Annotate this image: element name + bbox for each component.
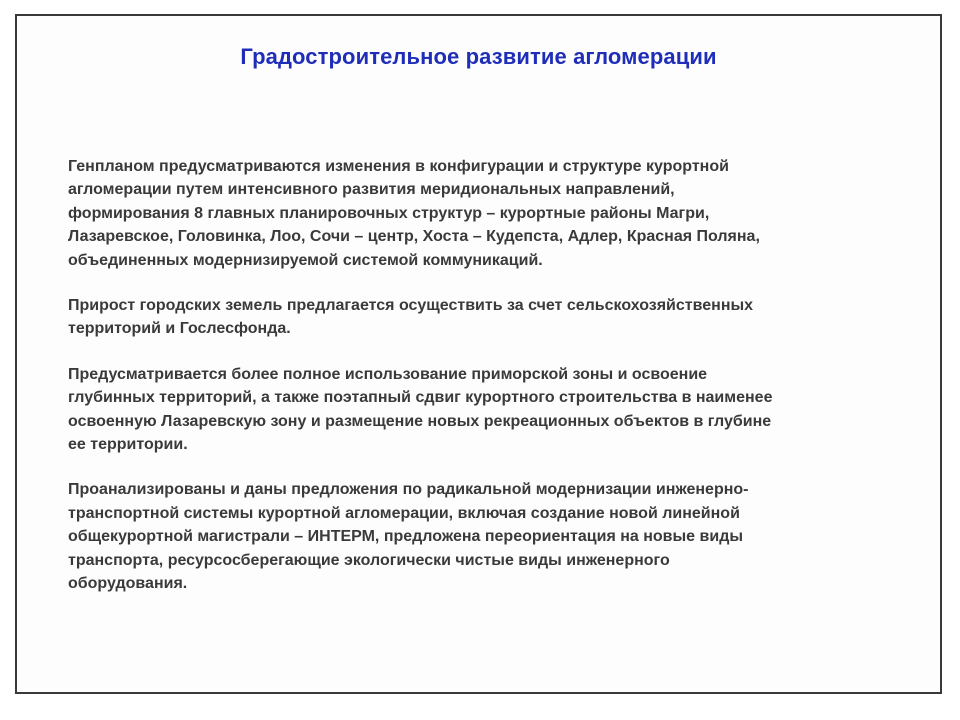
paragraph-coastal-zone: Предусматривается более полное использование приморской зоны и освоение глубинных территорий, а также поэтапный сдвиг курортного строительства в наименее освоенную Лазаревскую зону и размещение новых рекреационных объектов в глубине ее территории. (68, 365, 773, 454)
slide-title: Градостроительное развитие агломерации (240, 44, 717, 69)
paragraph-genplan: Генпланом предусматриваются изменения в конфигурации и структуре курортной агломерации путем интенсивного развития меридиональных направлений, формирования 8 главных планировочных структур – курортные районы Магри, Лазаревское, Головинка, Лоо, Сочи – центр, Хоста – Кудепста, Адлер, Красная Поляна, объединенных модернизируемой системой коммуникаций. (68, 158, 760, 269)
paragraph-land-growth: Прирост городских земель предлагается осуществить за счет сельскохозяйственных территорий и Гослесфонда. (68, 297, 754, 338)
paragraph-transport-modernization: Проанализированы и даны предложения по радикальной модернизации инженерно- транспортной системы курортной агломерации, включая создание новой линейной общекурортной магистрали – ИНТЕРМ, предложена переориентация на новые виды транспорта, ресурсосберегающие экологически чистые виды инженерного оборудования. (68, 481, 749, 593)
slide-body (68, 155, 908, 618)
slide-frame (15, 14, 942, 694)
